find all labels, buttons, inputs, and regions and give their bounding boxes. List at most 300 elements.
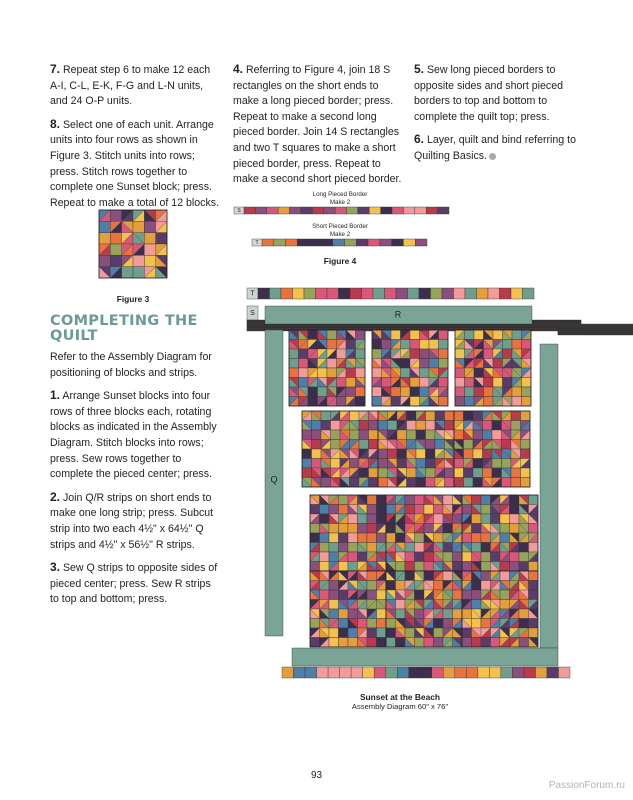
assembly-block-r1-square — [439, 349, 449, 359]
assembly-block-r3-square — [358, 552, 368, 562]
assembly-block-r2-square — [312, 459, 322, 469]
assembly-block-r3-square — [472, 533, 482, 543]
assembly-block-r1-square — [327, 368, 337, 378]
assembly-bottom-border-piece — [340, 667, 352, 678]
assembly-block-r4-square — [519, 638, 529, 648]
assembly-block-r3-square — [358, 524, 368, 534]
assembly-block-r4-square — [386, 638, 396, 648]
assembly-block-r3-square — [500, 562, 510, 572]
short-border-strip-piece — [286, 239, 298, 246]
assembly-block-r4-square — [472, 590, 482, 600]
assembly-block-r3-square — [472, 514, 482, 524]
assembly-block-r4-square — [377, 609, 387, 619]
assembly-block-r2-square — [426, 459, 436, 469]
assembly-block-r1-square — [356, 330, 366, 340]
assembly-top-border-piece — [488, 288, 500, 299]
assembly-bottom-border-piece — [489, 667, 501, 678]
assembly-block-r4-square — [339, 590, 349, 600]
assembly-block-r2-square — [331, 459, 341, 469]
assembly-block-r3-square — [424, 524, 434, 534]
short-border-title: Short Pieced Border — [312, 223, 368, 230]
step-3-text: Sew Q strips to opposite sides of pieced center; press. Sew R strips to top and bottom; press. — [50, 562, 218, 606]
long-border-make: Make 2 — [329, 198, 351, 206]
assembly-block-r4-square — [377, 590, 387, 600]
assembly-block-r1-square — [465, 378, 475, 388]
assembly-block-r2-square — [483, 430, 493, 440]
assembly-block-r3-square — [529, 495, 539, 505]
long-border-strip-piece — [278, 207, 289, 214]
assembly-block-r1-square — [289, 349, 299, 359]
assembly-block-r2-square — [464, 440, 474, 450]
assembly-block-r1-square — [439, 330, 449, 340]
assembly-block-r2-square — [312, 421, 322, 431]
assembly-block-r1-square — [372, 349, 382, 359]
assembly-block-r4-square — [339, 609, 349, 619]
assembly-block-r3-square — [405, 562, 415, 572]
intro-text: Refer to the Assembly Diagram for positioning of blocks and strips. — [50, 351, 212, 379]
assembly-block-r2-square — [416, 430, 426, 440]
long-border-strip-piece — [381, 207, 392, 214]
assembly-block-r2-square — [302, 449, 312, 459]
assembly-block-r3-square — [443, 495, 453, 505]
short-border-strip-piece — [380, 239, 392, 246]
assembly-block-r4-square — [415, 590, 425, 600]
assembly-block-r3-square — [472, 543, 482, 553]
assembly-block-r3-square — [481, 552, 491, 562]
assembly-block-r2-square — [407, 421, 417, 431]
assembly-block-r1-square — [439, 378, 449, 388]
assembly-top-border-piece — [477, 288, 489, 299]
assembly-block-r1-square — [410, 378, 420, 388]
assembly-block-r4-square — [348, 628, 358, 638]
assembly-block-r2-square — [350, 430, 360, 440]
assembly-title: Sunset at the Beach — [359, 692, 441, 702]
figure-3-block-square — [144, 233, 155, 244]
assembly-block-r4-square — [500, 590, 510, 600]
figure-3-block-square — [110, 233, 121, 244]
assembly-top-border-piece — [408, 288, 420, 299]
assembly-block-r3-square — [510, 562, 520, 572]
assembly-block-r2-square — [454, 468, 464, 478]
assembly-block-r1-square — [289, 359, 299, 369]
assembly-q-letter: Q — [270, 474, 278, 485]
long-border-strip-piece — [426, 207, 437, 214]
assembly-block-r2-square — [407, 478, 417, 488]
assembly-bottom-border-piece — [466, 667, 478, 678]
assembly-top-border-piece — [396, 288, 408, 299]
assembly-top-border-piece — [431, 288, 443, 299]
step-5-text: Sew long pieced borders to opposite sides and short pieced borders to top and bottom to complete the quilt top; press. — [414, 64, 564, 123]
short-border-strip-piece — [274, 239, 286, 246]
assembly-block-r4-square — [396, 609, 406, 619]
assembly-block-r3-square — [367, 524, 377, 534]
assembly-block-r2-square — [321, 421, 331, 431]
assembly-block-r1-square — [474, 368, 484, 378]
step-6-text: Layer, quilt and bind referring to Quilting Basics. — [414, 134, 576, 162]
assembly-block-r4-square — [377, 619, 387, 629]
assembly-block-r4-square — [358, 619, 368, 629]
short-border-strip-piece — [356, 239, 368, 246]
assembly-block-r2-square — [302, 459, 312, 469]
assembly-block-r1-square — [465, 397, 475, 407]
assembly-block-r4-square — [500, 571, 510, 581]
figure-4-caption: Figure 4 — [323, 256, 357, 266]
assembly-bottom-border-piece — [512, 667, 524, 678]
assembly-block-r3-square — [453, 562, 463, 572]
assembly-block-r4-square — [339, 638, 349, 648]
assembly-block-r3-square — [500, 524, 510, 534]
figure-3-caption: Figure 3 — [116, 294, 150, 304]
assembly-block-r4-square — [329, 638, 339, 648]
assembly-block-r4-square — [529, 619, 539, 629]
assembly-top-border-piece — [523, 288, 535, 299]
figure-3-block-square — [144, 221, 155, 232]
assembly-block-r1-square — [372, 397, 382, 407]
assembly-block-r3-square — [329, 543, 339, 553]
assembly-block-r2-square — [473, 459, 483, 469]
assembly-block-r3-square — [481, 533, 491, 543]
assembly-block-r3-square — [377, 514, 387, 524]
assembly-block-r3-square — [367, 495, 377, 505]
assembly-block-r4-square — [472, 600, 482, 610]
assembly-block-r3-square — [329, 505, 339, 515]
assembly-block-r3-square — [310, 524, 320, 534]
assembly-subtitle: Assembly Diagram 60" x 76" — [351, 702, 449, 711]
assembly-block-r4-square — [472, 581, 482, 591]
assembly-block-r3-square — [434, 505, 444, 515]
end-bullet-icon — [489, 153, 496, 160]
assembly-block-r3-square — [481, 514, 491, 524]
assembly-block-r3-square — [510, 505, 520, 515]
assembly-bottom-border-piece — [547, 667, 559, 678]
assembly-block-r1-square — [410, 330, 420, 340]
assembly-block-r1-square — [455, 387, 465, 397]
assembly-block-r3-square — [434, 514, 444, 524]
assembly-block-r3-square — [415, 495, 425, 505]
long-border-s-letter: S — [237, 207, 241, 214]
assembly-block-r4-square — [310, 619, 320, 629]
assembly-block-r2-square — [369, 421, 379, 431]
assembly-block-r2-square — [426, 411, 436, 421]
assembly-block-r2-square — [454, 411, 464, 421]
assembly-block-r1-square — [493, 378, 503, 388]
assembly-block-r3-square — [491, 514, 501, 524]
assembly-block-r1-square — [512, 340, 522, 350]
assembly-block-r3-square — [472, 495, 482, 505]
assembly-block-r1-square — [522, 387, 532, 397]
long-border-strip-piece — [347, 207, 358, 214]
short-border-strip-piece — [345, 239, 357, 246]
assembly-block-r2-square — [426, 449, 436, 459]
long-border-strip-piece — [290, 207, 301, 214]
assembly-block-r3-square — [443, 524, 453, 534]
assembly-block-r3-square — [386, 524, 396, 534]
assembly-block-r1-square — [382, 340, 392, 350]
step-7-number: 7. — [50, 62, 61, 76]
long-border-strip-piece — [301, 207, 312, 214]
assembly-block-r1-square — [410, 340, 420, 350]
assembly-block-r1-square — [356, 387, 366, 397]
assembly-block-r2-square — [378, 468, 388, 478]
column-middle — [233, 62, 405, 195]
short-border-strip-piece — [321, 239, 333, 246]
step-3-number: 3. — [50, 560, 61, 575]
figure-3-block-square — [133, 221, 144, 232]
long-border-strip-piece — [244, 207, 255, 214]
assembly-block-r4-square — [481, 638, 491, 648]
column-right — [414, 62, 586, 172]
assembly-block-r2-square — [312, 449, 322, 459]
assembly-block-r1-square — [522, 378, 532, 388]
assembly-block-r1-square — [429, 359, 439, 369]
assembly-block-r3-square — [377, 533, 387, 543]
long-border-strip-piece — [324, 207, 335, 214]
step-2-text: Join Q/R strips on short ends to make one long strip; press. Subcut strip into two each 4½" x 64½" Q strips and 4½" x 56½" R strips. — [50, 491, 214, 551]
assembly-block-r2-square — [502, 459, 512, 469]
assembly-block-r1-square — [484, 378, 494, 388]
assembly-block-r2-square — [416, 421, 426, 431]
assembly-top-border-piece — [465, 288, 477, 299]
assembly-bottom-border-piece — [501, 667, 513, 678]
assembly-block-r3-square — [510, 524, 520, 534]
assembly-block-r1-square — [474, 387, 484, 397]
assembly-block-r2-square — [511, 411, 521, 421]
assembly-top-border-piece — [419, 288, 431, 299]
assembly-block-r4-square — [472, 619, 482, 629]
step-8-text: Select one of each unit. Arrange units into four rows as shown in Figure 3. Stitch units into rows; press. Stitch rows together to complete one Sunset block; press. Repeat to make a total of 12 blocks. — [50, 118, 220, 209]
assembly-block-r3-square — [415, 562, 425, 572]
assembly-bottom-border-piece — [282, 667, 294, 678]
assembly-block-r2-square — [426, 478, 436, 488]
assembly-block-r4-square — [434, 619, 444, 629]
long-border-strip-piece — [438, 207, 449, 214]
assembly-block-r1-square — [346, 368, 356, 378]
assembly-block-r3-square — [386, 533, 396, 543]
assembly-block-r4-square — [462, 590, 472, 600]
assembly-block-r1-square — [372, 340, 382, 350]
step-4-number: 4. — [233, 62, 244, 76]
assembly-block-r3-square — [510, 514, 520, 524]
assembly-block-r1-square — [401, 368, 411, 378]
figure-3-block-square — [110, 255, 121, 266]
assembly-block-r3-square — [519, 552, 529, 562]
assembly-top-border-piece — [373, 288, 385, 299]
assembly-block-r1-square — [420, 340, 430, 350]
assembly-block-r4-square — [386, 581, 396, 591]
assembly-block-r4-square — [329, 609, 339, 619]
assembly-top-border-piece — [327, 288, 339, 299]
assembly-block-r2-square — [521, 478, 531, 488]
assembly-block-r4-square — [443, 619, 453, 629]
assembly-block-r1-square — [391, 387, 401, 397]
assembly-block-r1-square — [299, 349, 309, 359]
long-border-strip-piece — [369, 207, 380, 214]
assembly-top-border-piece — [511, 288, 523, 299]
assembly-block-r2-square — [426, 468, 436, 478]
assembly-block-r1-square — [308, 397, 318, 407]
assembly-block-r2-square — [350, 459, 360, 469]
assembly-block-r3-square — [320, 505, 330, 515]
step-6-number: 6. — [414, 132, 425, 147]
assembly-block-r3-square — [481, 495, 491, 505]
assembly-block-r2-square — [473, 411, 483, 421]
assembly-block-r3-square — [348, 533, 358, 543]
short-border-strip-piece — [297, 239, 309, 246]
assembly-block-r2-square — [426, 440, 436, 450]
assembly-bottom-border-piece — [294, 667, 306, 678]
assembly-block-r4-square — [348, 609, 358, 619]
assembly-block-r3-square — [367, 543, 377, 553]
assembly-block-r1-square — [327, 330, 337, 340]
assembly-block-r4-square — [339, 619, 349, 629]
assembly-block-r2-square — [321, 411, 331, 421]
long-border-label — [290, 191, 390, 206]
assembly-bottom-border-piece — [432, 667, 444, 678]
assembly-block-r1-square — [455, 349, 465, 359]
assembly-t-letter: T — [250, 290, 255, 298]
assembly-block-r1-square — [337, 397, 347, 407]
figure-3-block-square — [156, 233, 167, 244]
figure-3-block-square — [99, 233, 110, 244]
assembly-block-r3-square — [348, 524, 358, 534]
assembly-bottom-border-piece — [535, 667, 547, 678]
assembly-block-r1-square — [372, 387, 382, 397]
assembly-block-r2-square — [397, 430, 407, 440]
column-left-lower — [50, 314, 222, 615]
assembly-block-r2-square — [407, 430, 417, 440]
assembly-bottom-border-piece — [420, 667, 432, 678]
assembly-block-r4-square — [434, 628, 444, 638]
assembly-block-r2-square — [369, 468, 379, 478]
assembly-block-r3-square — [462, 505, 472, 515]
assembly-block-r2-square — [511, 468, 521, 478]
assembly-top-border-piece — [304, 288, 316, 299]
assembly-block-r2-square — [331, 430, 341, 440]
assembly-block-r1-square — [382, 378, 392, 388]
assembly-block-r4-square — [453, 609, 463, 619]
assembly-block-r4-square — [348, 638, 358, 648]
assembly-block-r3-square — [396, 562, 406, 572]
assembly-block-r2-square — [464, 468, 474, 478]
assembly-block-r3-square — [424, 552, 434, 562]
assembly-block-r1-square — [484, 397, 494, 407]
assembly-block-r4-square — [434, 638, 444, 648]
assembly-block-r3-square — [310, 505, 320, 515]
assembly-block-r4-square — [481, 619, 491, 629]
assembly-block-r2-square — [350, 411, 360, 421]
assembly-block-r4-square — [481, 581, 491, 591]
assembly-block-r1-square — [420, 359, 430, 369]
assembly-block-r2-square — [397, 459, 407, 469]
assembly-block-r2-square — [445, 421, 455, 431]
assembly-block-r3-square — [348, 552, 358, 562]
short-border-strip-piece — [368, 239, 380, 246]
assembly-bottom-border-piece — [386, 667, 398, 678]
step-1-text: Arrange Sunset blocks into four rows of three blocks each, rotating blocks as indicated in the Assembly Diagram. Stitch blocks into rows; press. Sew rows together to complete the pieced center; press. — [50, 390, 217, 481]
long-border-strip-piece — [415, 207, 426, 214]
assembly-bottom-border-piece — [558, 667, 570, 678]
assembly-block-r1-square — [439, 359, 449, 369]
long-border-title: Long Pieced Border — [312, 191, 368, 198]
assembly-block-r2-square — [464, 449, 474, 459]
assembly-block-r1-square — [522, 397, 532, 407]
assembly-block-r4-square — [329, 581, 339, 591]
step-5-number: 5. — [414, 62, 425, 76]
assembly-block-r3-square — [405, 505, 415, 515]
assembly-block-r3-square — [377, 505, 387, 515]
assembly-block-r1-square — [372, 368, 382, 378]
assembly-block-r4-square — [453, 590, 463, 600]
assembly-block-r4-square — [386, 619, 396, 629]
assembly-block-r3-square — [358, 533, 368, 543]
assembly-block-r2-square — [511, 478, 521, 488]
assembly-block-r2-square — [502, 440, 512, 450]
assembly-block-r2-square — [359, 440, 369, 450]
assembly-block-r1-square — [503, 378, 513, 388]
assembly-block-r3-square — [453, 552, 463, 562]
watermark: PassionForum.ru — [548, 780, 625, 791]
assembly-block-r4-square — [519, 609, 529, 619]
assembly-block-r3-square — [386, 505, 396, 515]
figure-3-block-square — [144, 255, 155, 266]
assembly-block-r2-square — [435, 411, 445, 421]
assembly-block-r1-square — [484, 349, 494, 359]
assembly-block-r3-square — [415, 543, 425, 553]
assembly-block-r3-square — [310, 562, 320, 572]
assembly-block-r3-square — [462, 552, 472, 562]
figure-3-block-square — [99, 221, 110, 232]
long-border-strip-piece — [255, 207, 266, 214]
assembly-block-r4-square — [415, 638, 425, 648]
assembly-block-r2-square — [454, 459, 464, 469]
assembly-bottom-border-piece — [443, 667, 455, 678]
assembly-top-border-piece — [316, 288, 328, 299]
assembly-block-r3-square — [329, 533, 339, 543]
assembly-block-r4-square — [396, 581, 406, 591]
assembly-block-r3-square — [358, 514, 368, 524]
assembly-block-r1-square — [455, 368, 465, 378]
assembly-block-r1-square — [493, 359, 503, 369]
figure-3-block-square — [133, 267, 144, 278]
assembly-block-r1-square — [420, 368, 430, 378]
assembly-bottom-border-piece — [351, 667, 363, 678]
assembly-s-letter: S — [250, 309, 255, 317]
short-border-label — [290, 223, 390, 238]
figure-3-block-square — [110, 244, 121, 255]
assembly-block-r2-square — [521, 449, 531, 459]
assembly-block-r2-square — [416, 459, 426, 469]
assembly-block-r1-square — [420, 387, 430, 397]
assembly-block-r3-square — [339, 524, 349, 534]
short-border-make: Make 2 — [329, 230, 351, 238]
assembly-block-r1-square — [289, 368, 299, 378]
assembly-block-r3-square — [348, 562, 358, 572]
assembly-block-r3-square — [348, 514, 358, 524]
assembly-top-border-piece — [454, 288, 466, 299]
assembly-block-r2-square — [464, 478, 474, 488]
assembly-bottom-border-piece — [397, 667, 409, 678]
assembly-bottom-border-piece — [455, 667, 467, 678]
assembly-block-r4-square — [329, 628, 339, 638]
assembly-block-r1-square — [318, 387, 328, 397]
assembly-bottom-border-piece — [305, 667, 317, 678]
assembly-block-r3-square — [320, 514, 330, 524]
assembly-r-letter: R — [394, 309, 402, 320]
assembly-block-r3-square — [462, 533, 472, 543]
assembly-block-r1-square — [474, 330, 484, 340]
assembly-block-r4-square — [367, 581, 377, 591]
assembly-block-r3-square — [481, 562, 491, 572]
